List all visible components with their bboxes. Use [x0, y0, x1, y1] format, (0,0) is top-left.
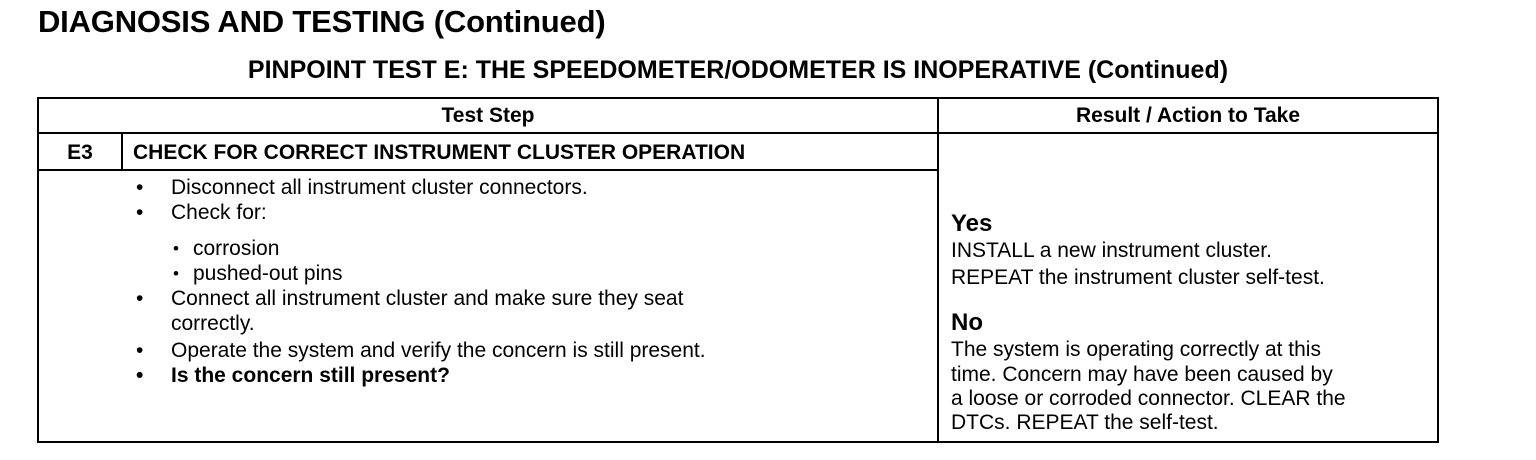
- header-divider: [37, 132, 1439, 134]
- bullet-marker: •: [136, 339, 144, 362]
- step-title-divider: [37, 169, 939, 171]
- result-no-line: a loose or corroded connector. CLEAR the: [951, 387, 1346, 410]
- column-divider: [937, 97, 939, 443]
- bullet-marker: •: [136, 287, 144, 310]
- sub-bullet-marker: •: [173, 264, 179, 283]
- header-result-action: Result / Action to Take: [1075, 104, 1301, 127]
- step-title: CHECK FOR CORRECT INSTRUMENT CLUSTER OPERATION: [133, 141, 746, 164]
- result-no-label: No: [951, 309, 983, 336]
- bullet-marker: •: [136, 176, 144, 199]
- list-item: Connect all instrument cluster and make sure they seat: [171, 287, 684, 310]
- sub-bullet-marker: •: [173, 239, 179, 258]
- sub-list-item: corrosion: [193, 237, 280, 260]
- step-id: E3: [67, 141, 93, 164]
- result-no-line: time. Concern may have been caused by: [951, 363, 1333, 386]
- bullet-marker: •: [136, 364, 144, 387]
- pinpoint-test-title: PINPOINT TEST E: THE SPEEDOMETER/ODOMETER IS INOPERATIVE (Continued): [247, 56, 1229, 84]
- result-yes-line: INSTALL a new instrument cluster.: [951, 239, 1272, 262]
- step-id-divider: [121, 132, 123, 170]
- list-item: Check for:: [171, 201, 267, 224]
- result-no-line: DTCs. REPEAT the self-test.: [951, 411, 1219, 434]
- bullet-marker: •: [136, 201, 144, 224]
- result-yes-line: REPEAT the instrument cluster self-test.: [951, 266, 1325, 289]
- list-item-continuation: correctly.: [171, 312, 255, 335]
- result-yes-label: Yes: [951, 210, 993, 237]
- sub-list-item: pushed-out pins: [193, 262, 343, 285]
- list-item: Operate the system and verify the concern is still present.: [171, 339, 706, 362]
- page-title: DIAGNOSIS AND TESTING (Continued): [38, 4, 606, 39]
- list-item-question: Is the concern still present?: [171, 364, 450, 387]
- list-item: Disconnect all instrument cluster connectors.: [171, 176, 588, 199]
- result-no-line: The system is operating correctly at this: [951, 338, 1321, 361]
- header-test-step: Test Step: [441, 104, 535, 127]
